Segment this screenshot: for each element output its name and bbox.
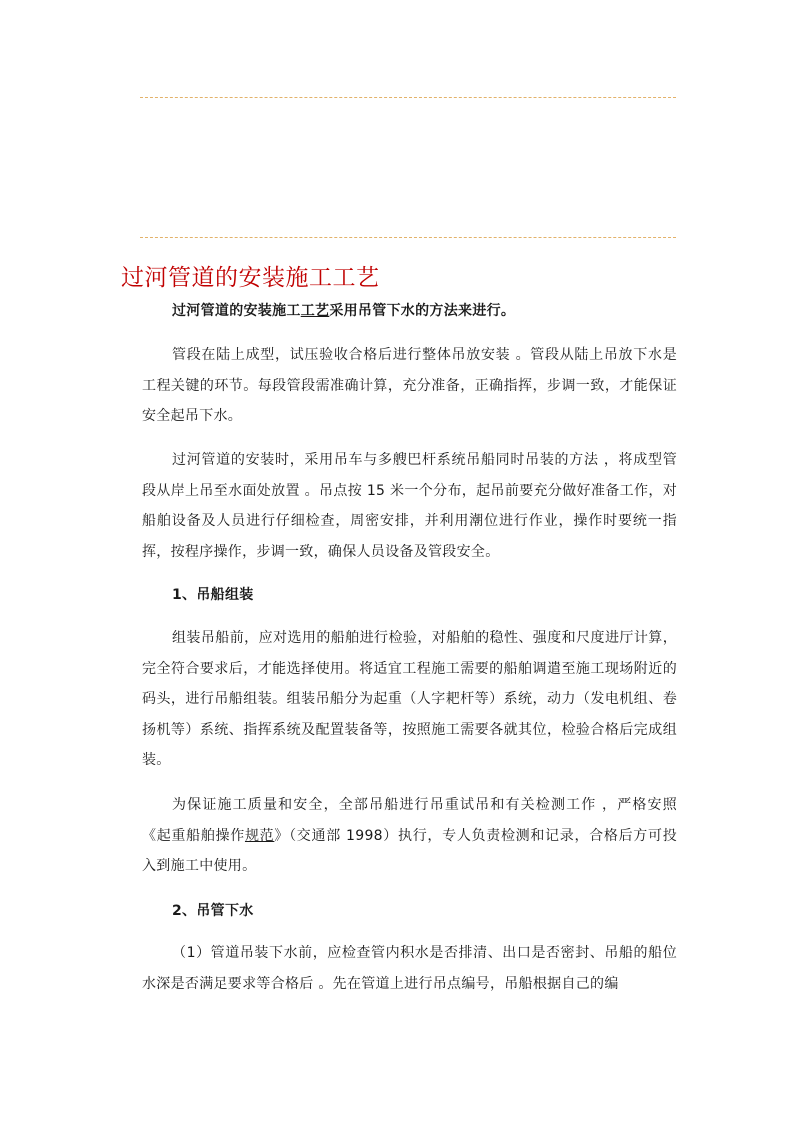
paragraph-1: 管段在陆上成型，试压验收合格后进行整体吊放安装 。管段从陆上吊放下水是工程关键的环节。每段管段需准确计算，充分准备，正确指挥，步调一致，才能保证安全起吊下水。 xyxy=(142,347,677,424)
intro-paragraph xyxy=(142,296,677,327)
section-heading-1: 1、吊船组装 xyxy=(172,587,254,603)
paragraph-3: 组装吊船前，应对选用的船舶进行检验，对船舶的稳性、强度和尺度进厅计算，完全符合要求后，才能选择使用。将适宜工程施工需要的船舶调遣至施工现场附近的码头，进行吊船组装。组装吊船分为起重（人字耙杆等）系统，动力（发电机组、卷扬机等）系统、指挥系统及配置装备等，按照施工需要各就其位，检验合格后完成组装。 xyxy=(142,630,677,768)
header-dashed-rule xyxy=(140,97,676,98)
header-dashed-rule-bottom xyxy=(140,237,676,238)
p4-text-c: 》（交通部 1998）执行，专人负责检测和记录，合格后方可投入到施工中使用。 xyxy=(142,827,678,874)
p4-link-guifan[interactable]: 规范 xyxy=(244,827,275,844)
document-title: 过河管道的安装施工工艺 xyxy=(121,265,380,291)
section-heading-2: 2、吊管下水 xyxy=(172,903,254,919)
intro-text-a: 过河管道的安装施工 xyxy=(172,303,301,319)
paragraph-4 xyxy=(142,790,677,882)
p4-text-a: 为保证施工质量和安全，全部吊船进行吊重试吊和有关检测工作 ，严格安照《起重船舶操作 xyxy=(142,797,677,844)
intro-link-gongyi[interactable]: 工艺 xyxy=(300,303,330,319)
paragraph-2: 过河管道的安装时，采用吊车与多艘巴杆系统吊船同时吊装的方法 ，将成型管段从岸上吊至水面处放置 。吊点按 15 米一个分布，起吊前要充分做好准备工作，对船舶设备及人员进行仔细检查，周密安排，并利用潮位进行作业，操作时要统一指挥，按程序操作，步调一致，确保人员设备及管段安全。 xyxy=(142,452,677,560)
intro-text-c: 采用吊管下水的方法来进行。 xyxy=(329,303,516,319)
paragraph-5: （1）管道吊装下水前，应检查管内积水是否排清、出口是否密封、吊船的船位水深是否满足要求等合格后 。先在管道上进行吊点编号，吊船根据自己的编 xyxy=(142,945,677,992)
